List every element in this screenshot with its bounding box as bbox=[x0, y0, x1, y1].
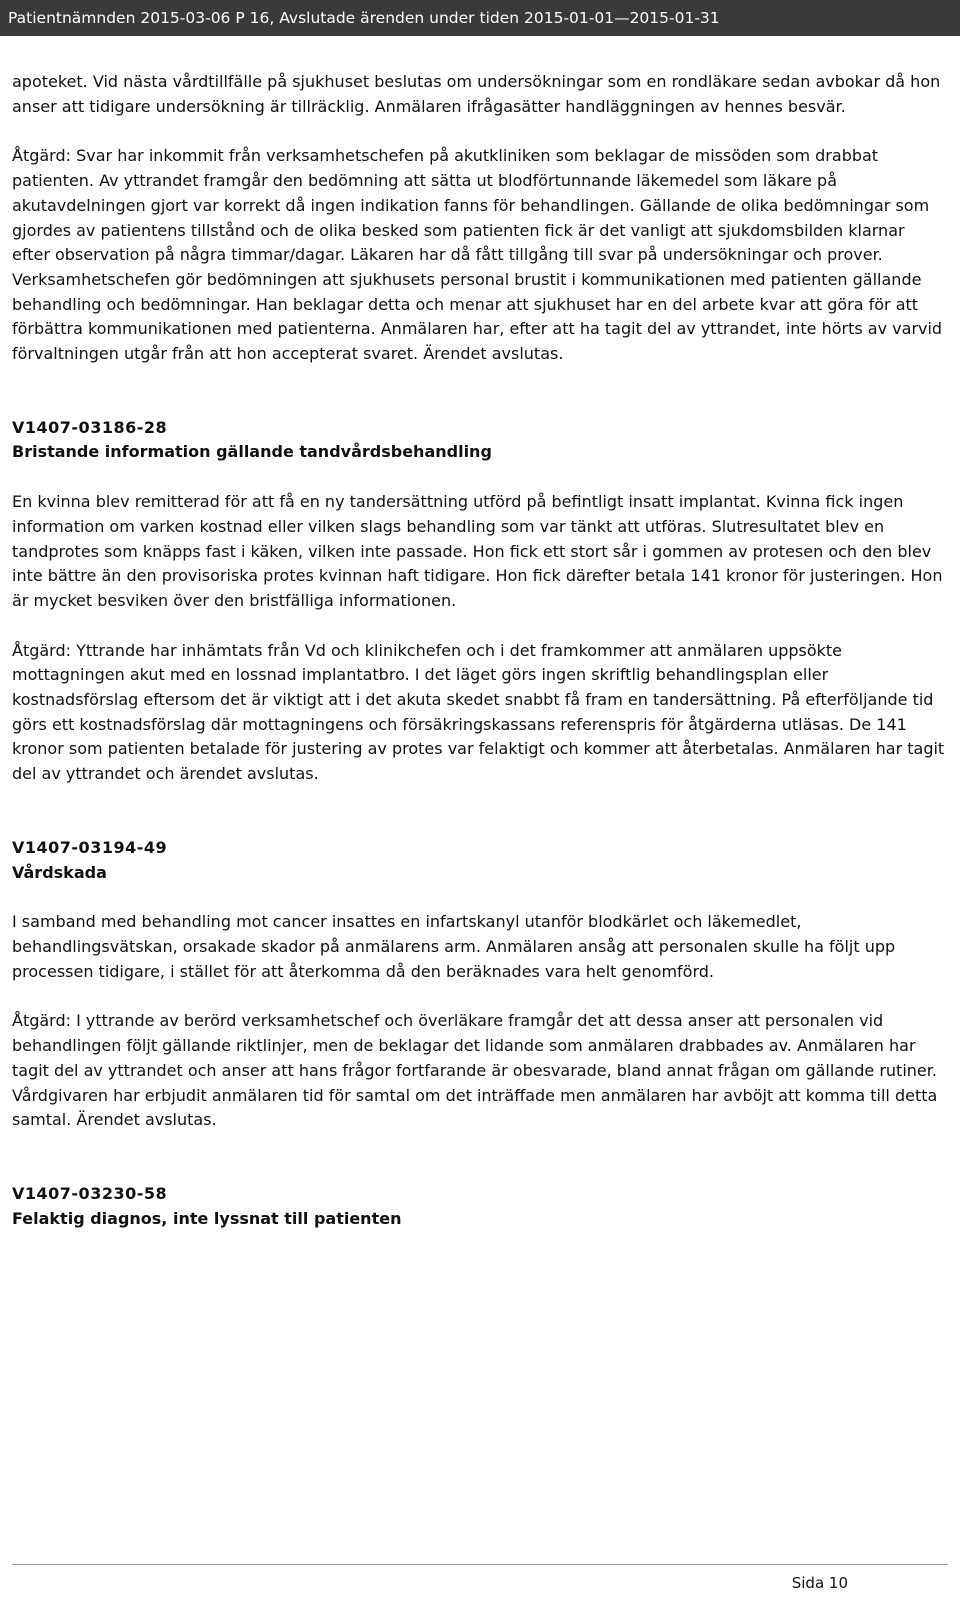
case-action: Åtgärd: I yttrande av berörd verksamhetschef och överläkare framgår det att dessa anser att personalen vid behandlingen följt gällande riktlinjer, men de beklagar det lidande som anmälaren drabbades av. Anmälaren har tagit del av yttrandet och anser att hans frågor fortfarande är obesvarade, bland annat frågan om gällande rutiner. Vårdgivaren har erbjudit anmälaren tid för samtal om det inträffade men anmälaren har avböjt att komma till detta samtal. Ärendet avslutas. bbox=[12, 1011, 938, 1130]
case-id: V1407-03194-49 bbox=[12, 837, 168, 857]
intro-action-paragraph: Åtgärd: Svar har inkommit från verksamhetschefen på akutkliniken som beklagar de missöden som drabbat patienten. Av yttrandet framgår den bedömning att sätta ut blodförtunnande läkemedel som läkare på akutavdelningen gjort var korrekt då ingen indikation fanns för behandlingen. Gällande de olika bedömningar som gjordes av patientens tillstånd och de olika besked som patienten fick är det vanligt att sjukdomsbilden klarnar efter observation på några timmar/dagar. Läkaren har då fått tillgång till svar på undersökningar och prover. Verksamhetschefen gör bedömningen att sjukhusets personal brustit i kommunikationen med patienten gällande behandling och bedömningar. Han beklagar detta och menar att sjukhuset har en del arbete kvar att göra för att förbättra kommunikationen med patienterna. Anmälaren har, efter att ha tagit del av yttrandet, inte hörts av varvid förvaltningen utgår från att hon accepterat svaret. Ärendet avslutas. bbox=[12, 146, 943, 364]
case-title: Vårdskada bbox=[12, 862, 107, 882]
case-section bbox=[12, 416, 947, 787]
case-description: En kvinna blev remitterad för att få en ny tandersättning utförd på befintligt insatt implantat. Kvinna fick ingen information om varken kostnad eller vilken slags behandling som var tänkt att utföras. Slutresultatet blev en tandprotes som knäpps fast i käken, vilken inte passade. Hon fick ett stort sår i gommen av protesen och den blev inte bättre än den provisoriska protes kvinnan haft tidigare. Hon fick därefter betala 141 kronor för justeringen. Hon är mycket besviken över den bristfälliga informationen. bbox=[12, 492, 943, 610]
document-body bbox=[12, 70, 947, 1231]
case-title: Bristande information gällande tandvårdsbehandling bbox=[12, 442, 492, 462]
page-header: Patientnämnden 2015-03-06 P 16, Avslutade ärenden under tiden 2015-01-01—2015-01-31 bbox=[0, 0, 960, 36]
page-number: Sida 10 bbox=[791, 1574, 848, 1592]
intro-paragraph: apoteket. Vid nästa vårdtillfälle på sjukhuset beslutas om undersökningar som en rondläkare sedan avbokar då hon anser att tidigare undersökning är tillräcklig. Anmälaren ifrågasätter handläggningen av hennes besvär. bbox=[12, 72, 941, 116]
case-id: V1407-03230-58 bbox=[12, 1183, 168, 1203]
case-action: Åtgärd: Yttrande har inhämtats från Vd och klinikchefen och i det framkommer att anmälaren uppsökte mottagningen akut med en lossnad implantatbro. I det läget görs ingen skriftlig behandlingsplan eller kostnadsförslag eftersom det är viktigt att i det akuta skedet snabbt få fram en tandersättning. På efterföljande tid görs ett kostnadsförslag där mottagningens och försäkringskassans referenspris för åtgärderna utläsas. De 141 kronor som patienten betalade för justering av protes var felaktigt och kommer att återbetalas. Anmälaren har tagit del av yttrandet och ärendet avslutas. bbox=[12, 640, 945, 784]
case-id: V1407-03186-28 bbox=[12, 417, 168, 437]
footer-divider bbox=[12, 1564, 948, 1565]
case-title: Felaktig diagnos, inte lyssnat till patienten bbox=[12, 1208, 402, 1228]
case-section bbox=[12, 1182, 947, 1231]
case-section bbox=[12, 836, 947, 1133]
case-description: I samband med behandling mot cancer insattes en infartskanyl utanför blodkärlet och läkemedlet, behandlingsvätskan, orsakade skador på anmälarens arm. Anmälaren ansåg att personalen skulle ha följt upp processen tidigare, i stället för att återkomma då den beräknades vara helt genomförd. bbox=[12, 912, 896, 981]
